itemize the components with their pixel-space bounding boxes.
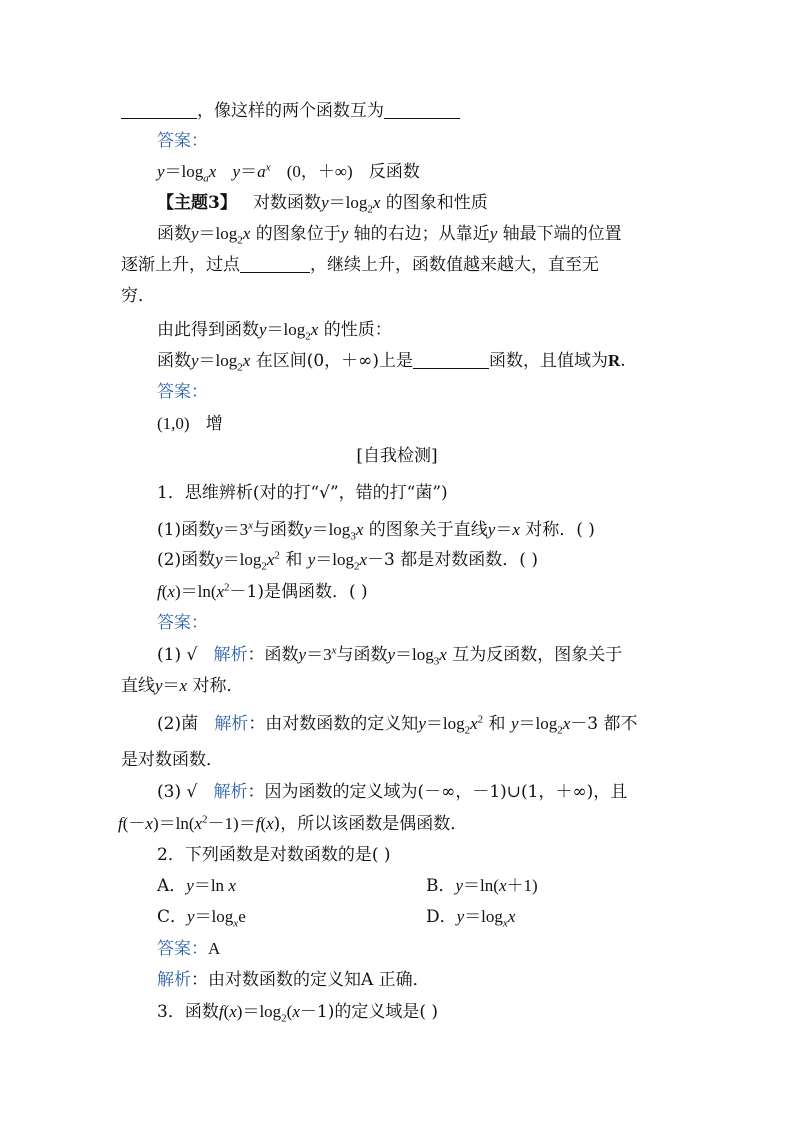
paragraph-line: 函数$y=\log_2x$ 的图象位于y 轴的右边；从靠近y 轴最下端的位置 <box>157 224 622 247</box>
answer-label: 答案： <box>157 131 208 151</box>
answer-explanation-3-cont: $f(-x)=\ln(x^2-1)=f(x)$，所以该函数是偶函数． <box>118 813 468 834</box>
answer-line-2: (1,0) 增 <box>157 414 223 434</box>
paragraph-line: 逐渐上升，过点 ，继续上升，函数值越来越大，直至无 <box>121 255 599 275</box>
question-1-item-2: (2)函数$y=\log_2x^2$ 和 $y=\log_2x-3$ 都是对数函数．( ) <box>157 549 538 573</box>
answer-explanation-2: (2)菌 解析：由对数函数的定义知$y=\log_2x^2$ 和 $y=\log_2x-3$ 都不 <box>157 713 638 737</box>
option-c: C．$y=\log_xe$ <box>157 907 246 930</box>
section-heading: [自我检测] <box>356 446 438 466</box>
answer-label: 答案： <box>157 382 208 402</box>
paragraph-line: 函数$y=\log_2x$ 在区间(0，＋∞)上是 函数，且值域为R. <box>157 351 626 374</box>
question-1: 1．思维辨析(对的打“√”，错的打“菌”) <box>157 483 448 503</box>
question-1-item-1: (1)函数$y=3^x$与函数$y=\log_3x$ 的图象关于直线y＝x 对称．( ) <box>157 519 595 543</box>
answer-blank <box>413 350 489 369</box>
answer-blank <box>384 100 460 119</box>
answer-line-1: $y=\log_ax$ $y=a^x$ (0，＋∞) 反函数 <box>157 161 420 185</box>
option-d: D．$y=\log_xx$ <box>426 907 516 930</box>
answer-explanation-1: (1) √ 解析：函数$y=3^x$与函数$y=\log_3x$ 互为反函数，图象关于 <box>157 644 623 668</box>
answer-explanation-1-cont: 直线y＝x 对称． <box>121 676 244 696</box>
option-a: A．y＝ln x <box>157 876 236 896</box>
topic-heading: 【主题3】 对数函数$y=\log_2x$ 的图象和性质 <box>157 193 488 216</box>
option-b: B．y＝ln(x＋1) <box>426 876 538 896</box>
question-1-item-3: $f(x)=\ln(x^2-1)$是偶函数．( ) <box>157 581 368 602</box>
question-2: 2．下列函数是对数函数的是( ) <box>157 845 391 865</box>
answer-q2: 答案：A <box>157 939 221 959</box>
answer-label: 答案： <box>157 613 208 633</box>
paragraph-line: 由此得到函数$y=\log_2x$ 的性质： <box>157 320 392 343</box>
question-3: 3．函数$f(x)=\log_2(x-1)$的定义域是( ) <box>157 1002 439 1025</box>
answer-blank <box>240 254 310 273</box>
answer-explanation-3: (3) √ 解析：因为函数的定义域为(－∞，－1)∪(1，＋∞)，且 <box>157 782 628 802</box>
explanation-q2: 解析：由对数函数的定义知A 正确． <box>157 970 430 990</box>
fill-line-1: ，像这样的两个函数互为 <box>121 99 460 123</box>
answer-explanation-2-cont: 是对数函数． <box>121 750 223 770</box>
paragraph-line: 穷． <box>121 286 155 306</box>
answer-blank <box>121 100 197 119</box>
